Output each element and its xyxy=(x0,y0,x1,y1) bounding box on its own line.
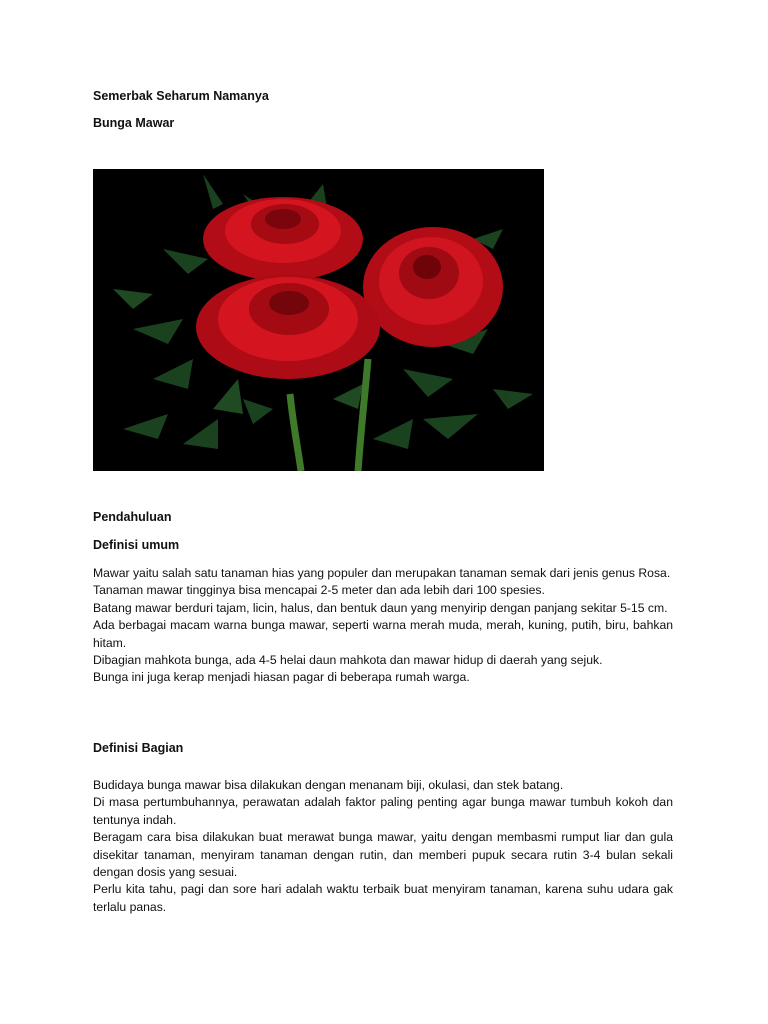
section-parts-body xyxy=(93,777,673,916)
paragraph: Mawar yaitu salah satu tanaman hias yang populer dan merupakan tanaman semak dari jenis genus Rosa. xyxy=(93,566,671,580)
paragraph: Beragam cara bisa dilakukan buat merawat bunga mawar, yaitu dengan membasmi rumput liar dan gula disekitar tanaman, menyiram tanaman dengan rutin, dan memberi pupuk secara rutin 3-4 bulan sekali dengan dosis yang sesuai. xyxy=(93,830,673,880)
paragraph: Bunga ini juga kerap menjadi hiasan pagar di beberapa rumah warga. xyxy=(93,670,470,685)
document-title: Semerbak Seharum Namanya xyxy=(93,89,269,103)
document-subtitle: Bunga Mawar xyxy=(93,116,175,130)
paragraph: Ada berbagai macam warna bunga mawar, seperti warna merah muda, merah, kuning, putih, biru, bahkan hitam. xyxy=(93,618,673,650)
paragraph: Perlu kita tahu, pagi dan sore hari adalah waktu terbaik buat menyiram tanaman, karena suhu udara gak terlalu panas. xyxy=(93,882,673,914)
paragraph: Dibagian mahkota bunga, ada 4-5 helai daun mahkota dan mawar hidup di daerah yang sejuk. xyxy=(93,653,603,668)
rose-photo xyxy=(93,169,544,471)
paragraph: Batang mawar berduri tajam, licin, halus, dan bentuk daun yang menyirip dengan panjang sekitar 5-15 cm. xyxy=(93,600,668,615)
paragraph: Tanaman mawar tingginya bisa mencapai 2-5 meter dan ada lebih dari 100 spesies. xyxy=(93,583,545,598)
section-intro-heading: Pendahuluan xyxy=(93,510,172,524)
section-general-heading: Definisi umum xyxy=(93,538,180,552)
section-general-body xyxy=(93,565,673,687)
paragraph: Di masa pertumbuhannya, perawatan adalah faktor paling penting agar bunga mawar tumbuh kokoh dan tentunya indah. xyxy=(93,795,673,827)
section-parts-heading: Definisi Bagian xyxy=(93,741,184,755)
paragraph: Budidaya bunga mawar bisa dilakukan dengan menanam biji, okulasi, dan stek batang. xyxy=(93,778,564,792)
